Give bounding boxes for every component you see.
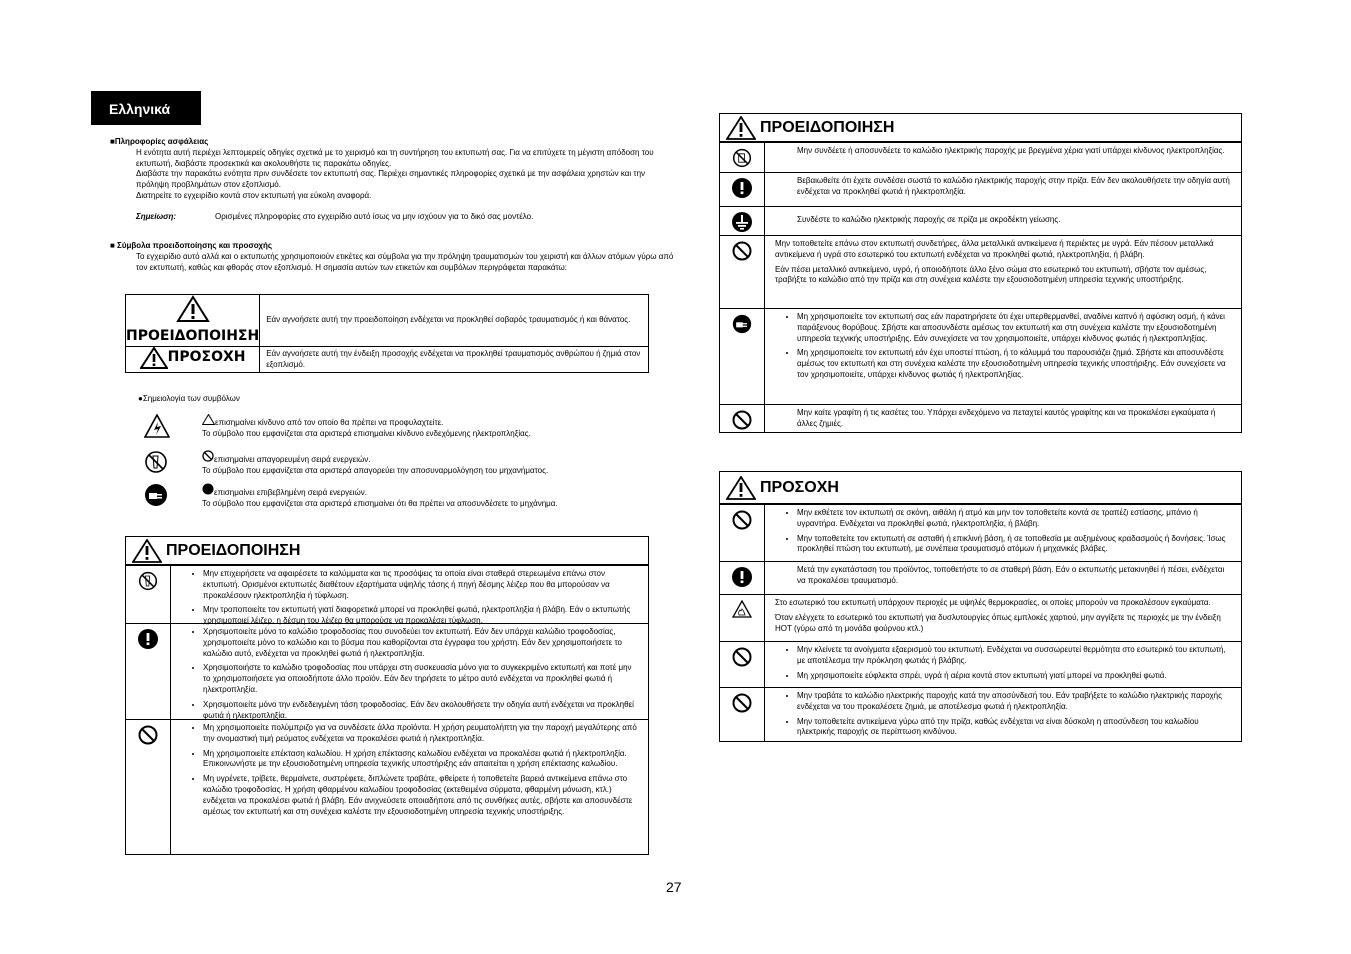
meaning-row-prohibited (138, 450, 638, 478)
warning-triangle-icon (176, 295, 210, 323)
warning-row (720, 235, 1241, 308)
warning-row (720, 308, 1241, 404)
warning-legend-label (126, 295, 260, 347)
warning-box-left (125, 536, 649, 855)
prohibited-icon (138, 725, 158, 745)
warning-triangle-icon (132, 539, 162, 563)
warning-row (126, 623, 648, 719)
list-item: • Μην τραβάτε το καλώδιο ηλεκτρικής παροχής κατά την αποσύνδεσή του. Εάν τραβήξετε το καλώδιο ηλεκτρικής παροχής ενδέχεται να του προκαλέσετε ζημιά, με αποτέλεσμα φωτιά ή ηλεκτροπληξία. (797, 691, 1233, 713)
symbol-meaning-heading: ●Σημειολογία των συμβόλων (138, 394, 240, 403)
list-item: • Μη χρησιμοποιείτε τον εκτυπωτή σας εάν παρατηρήσετε ότι έχει υπερθερμανθεί, αναδίνει καπνό ή αφύσικη οσμή, ή κάνει παράξενους θορύβους. Σβήστε και αποσυνδέστε αμέσως τον εκτυπωτή και στη συνέχεια καλέστε την εξουσιοδοτημένη υπηρεσία τεχνικής υποστήριξης. Εάν συνεχίσετε να τον χρησιμοποιείτε, υπάρχει κίνδυνος φωτιάς ή ηλεκτροπληξίας. (797, 312, 1233, 344)
meaning-hazard-desc: Το σύμβολο που εμφανίζεται στα αριστερά επισημαίνει κίνδυνο ενδεχόμενης ηλεκτροπληξίας. (202, 428, 531, 438)
caution-row (720, 504, 1241, 561)
row-text: Μην καίτε γραφίτη ή τις κασέτες του. Υπάρχει ενδεχόμενο να πεταχτεί καυτός γραφίτης και να προκαλέσει εγκαύματα ή άλλες ζημιές. (797, 408, 1216, 428)
warning-triangle-icon (726, 116, 756, 140)
safety-paragraph-2: Διαβάστε την παρακάτω ενότητα πριν συνδέσετε τον εκτυπωτή σας. Περιέχει σημαντικές πληροφορίες σχετικά με την ασφάλεια χρηστών και την πρόληψη προβλημάτων στον εξοπλισμό. (136, 169, 646, 190)
caution-row (720, 641, 1241, 687)
mandatory-filled-icon (202, 483, 214, 495)
list-item: • Μην εκθέτετε τον εκτυπωτή σε σκόνη, αιθάλη ή ατμό και μην τον τοποθετείτε κοντά σε τραπέζι εστίασης, μπάνιο ή υγραντήρα. Ενδέχεται να προκληθεί φωτιά, ηλεκτροπληξία, ή βλάβη. (797, 508, 1233, 530)
note-text: Ορισμένες πληροφορίες στο εγχειρίδιο αυτό ίσως να μην ισχύουν για το δικό σας μοντέλο. (215, 211, 534, 221)
list-item: • Μην τροποποιείτε τον εκτυπωτή γιατί διαφορετικά μπορεί να προκληθεί φωτιά, ηλεκτροπληξία ή βλάβη. Εάν ο εκτυπωτής χρησιμοποιεί λέιζερ, η δέσμη του λέιζερ θα μπορούσε να προκαλέσει τύφλωση. (203, 605, 640, 627)
row-text: Μην τοποθετείτε επάνω στον εκτυπωτή συνδετήρες, άλλα μεταλλικά αντικείμενα ή περιέκτες με υγρά. Εάν πέσουν μεταλλικά αντικείμενα ή υγρά στο εσωτερικό του εκτυπωτή ενδέχεται να προκληθεί φωτιά, ηλεκτροπληξία, ή βλάβη. (775, 239, 1214, 259)
meaning-mandatory-title: επισημαίνει επιβεβλημένη σειρά ενεργειών. (214, 488, 367, 497)
warning-box-title: ΠΡΟΕΙΔΟΠΟΙΗΣΗ (760, 118, 895, 136)
warning-legend-text: Εάν αγνοήσετε αυτή την προειδοποίηση ενδέχεται να προκληθεί σοβαρός τραυματισμός ή και θάνατος. (260, 295, 649, 347)
meaning-row-mandatory (138, 483, 638, 511)
caution-box-header (720, 472, 1241, 504)
list-item: • Χρησιμοποιείτε μόνο το καλώδιο τροφοδοσίας που συνοδεύει τον εκτυπωτή. Εάν δεν υπάρχει καλώδιο τροφοδοσίας, χρησιμοποιείτε μόνο το καλώδιο και το βύσμα που καθορίζονται στα έγγραφα του χρήστη. Εάν δεν χρησιμοποιήσετε το καλώδιο αυτό, ενδέχεται να προκληθεί φωτιά ή ηλεκτροπληξία. (203, 627, 640, 659)
warning-box-header (720, 114, 1241, 142)
caution-row (720, 594, 1241, 641)
warning-box-title: ΠΡΟΕΙΔΟΠΟΙΗΣΗ (166, 541, 301, 559)
list-item: • Χρησιμοποιήστε το καλώδιο τροφοδοσίας που υπάρχει στη συσκευασία μόνο για το συγκεκριμένο εκτυπωτή και ποτέ μην το χρησιμοποιήσετε για οποιοδήποτε άλλο προϊόν. Εάν δεν τηρήσετε το μέτρο αυτό ενδέχεται να προκληθεί φωτιά ή ηλεκτροπληξία. (203, 663, 640, 695)
row-text: Μην συνδέετε ή αποσυνδέετε το καλώδιο ηλεκτρικής παροχής με βρεγμένα χέρια γιατί υπάρχει κίνδυνος ηλεκτροπληξίας. (797, 146, 1225, 155)
mandatory-exclamation-icon (732, 567, 752, 587)
safety-paragraph-3: Διατηρείτε το εγχειρίδιο κοντά στον εκτυπωτή για εύκολη αναφορά. (136, 190, 372, 200)
no-wet-hands-icon (732, 148, 752, 168)
warning-row (126, 719, 648, 854)
prohibited-outline-icon (202, 450, 214, 462)
caution-row (720, 561, 1241, 594)
symbols-intro: Το εγχειρίδιο αυτό αλλά και ο εκτυπωτής χρησιμοποιούν ετικέτες και σύμβολα για την πρόληψη τραυματισμών του χειριστή και άλλων ατόμων γύρω από τον εκτυπωτή, καθώς και φθοράς στον εξοπλισμό. Η σημασία αυτών των ετικετών και συμβόλων περιγράφεται παρακάτω: (136, 251, 674, 272)
caution-triangle-icon (726, 476, 756, 500)
warning-row (720, 172, 1241, 206)
list-item: • Μη χρησιμοποιείτε εύφλεκτα σπρέι, υγρά ή αέρια κοντά στον εκτυπωτή γιατί μπορεί να προκληθεί φωτιά. (797, 671, 1233, 682)
row-text: Στο εσωτερικό του εκτυπωτή υπάρχουν περιοχές με υψηλές θερμοκρασίες, οι οποίες μπορούν να προκαλέσουν εγκαύματα. (775, 598, 1211, 607)
warning-box-right (719, 113, 1242, 433)
row-text: Όταν ελέγχετε το εσωτερικό του εκτυπωτή για δυσλυτουργίες όπως εμπλοκές χαρτιού, μην αγγίξετε τις περιοχές με την ένδειξη HOT (γύρω από τη μονάδα φούρνου κτλ.) (775, 612, 1221, 633)
warning-row (126, 565, 648, 626)
row-text: Μετά την εγκατάσταση του προϊόντος, τοποθετήστε το σε σταθερή βάση. Εάν ο εκτυπωτής μετακινηθεί ή πέσει, ενδέχεται να προκαλέσει τραυματισμό. (797, 565, 1225, 585)
unplug-icon (732, 314, 752, 334)
warning-row (720, 142, 1241, 172)
prohibited-icon (732, 693, 752, 713)
warning-box-header (126, 537, 648, 565)
safety-paragraph-1: Η ενότητα αυτή περιέχει λεπτομερείς οδηγίες σχετικά με το χειρισμό και τη συντήρηση του εκτυπωτή σας. Για να επιτύχετε τη μέγιστη απόδοση του εκτυπωτή, διαβάστε προσεκτικά και ακολουθήστε τις παρακάτω οδηγίες. (136, 147, 654, 168)
list-item: • Μην τοποθετείτε αντικείμενα γύρω από την πρίζα, καθώς ενδέχεται να είναι δύσκολη η αποσύνδεση του καλωδίου ηλεκτρικής παροχής σε περίπτωση κινδύνου. (797, 717, 1233, 739)
list-item: • Μη χρησιμοποιείτε τον εκτυπωτή εάν έχει υποστεί πτώση, ή το κάλυμμά του παρουσιάζει ζημιά. Σβήστε και αποσυνδέστε αμέσως τον εκτυπωτή και στη συνέχεια καλέστε την εξουσιοδοτημένη υπηρεσία τεχνικής υποστήριξης. Εάν συνεχίσετε να τον χρησιμοποιείτε, υπάρχει κίνδυνος φωτιάς ή ηλεκτροπληξίας. (797, 348, 1233, 380)
meaning-prohibited-title: επισημαίνει απαγορευμένη σειρά ενεργειών. (214, 455, 371, 464)
caution-legend-label (126, 346, 260, 373)
warning-label: ΠΡΟΕΙΔΟΠΟΙΗΣΗ (126, 327, 260, 344)
caution-row (720, 687, 1241, 741)
row-text: Συνδέστε το καλώδιο ηλεκτρικής παροχής σε πρίζα με ακροδέκτη γείωσης. (797, 215, 1061, 224)
list-item: • Μη χρησιμοποιείτε επέκταση καλωδίου. Η χρήση επέκτασης καλωδίου ενδέχεται να προκαλέσει φωτιά ή ηλεκτροπληξία. Επικοινωνήστε με την εξουσιοδοτημένη υπηρεσία τεχνικής υποστήριξης εάν απαιτείται η χρήση επέκτασης καλωδίου. (203, 749, 640, 771)
note-label: Σημείωση: (136, 211, 177, 221)
list-item: • Μη χρησιμοποιείτε πολύμπριζο για να συνδέσετε άλλα προϊόντα. Η χρήση ρευματολήπτη για την παροχή μεγαλύτερης από την ονομαστική τιμή ρεύματος ενδέχεται να προκαλέσει φωτιά ή ηλεκτροπληξία. (203, 723, 640, 745)
safety-heading: ■Πληροφορίες ασφάλειας (110, 137, 209, 146)
mandatory-exclamation-icon (732, 178, 752, 198)
safety-note (136, 212, 676, 223)
warning-row (720, 404, 1241, 432)
list-item: • Χρησιμοποιείτε μόνο την ενδεδειγμένη τάση τροφοδοσίας. Εάν δεν ακολουθήσετε την οδηγία αυτή ενδέχεται να προκληθεί φωτιά ή ηλεκτροπληξία. (203, 700, 640, 722)
caution-legend-text: Εάν αγνοήσετε αυτή την ένδειξη προσοχής ενδέχεται να προκληθεί τραυματισμός ανθρώπου ή ζημιά στον εξοπλισμό. (260, 346, 649, 373)
caution-box (719, 471, 1242, 742)
row-text: Εάν πέσει μεταλλικό αντικείμενο, υγρό, ή οποιοδήποτε άλλο ξένο σώμα στο εσωτερικό του εκτυπωτή, σβήστε τον αμέσως, τραβήξτε το καλώδιο από την πρίζα και στη συνέχεια καλέστε την εξουσιοδοτημένη υπηρεσία τεχνικής υποστήριξης. (775, 264, 1207, 285)
warning-row (720, 206, 1241, 235)
hot-surface-icon (732, 600, 752, 618)
unplug-icon (144, 483, 168, 507)
language-tab: Ελληνικά (91, 91, 201, 125)
mandatory-exclamation-icon (138, 629, 158, 649)
meaning-prohibited-desc: Το σύμβολο που εμφανίζεται στα αριστερά απαγορεύει την αποσυναρμολόγηση του μηχανήματος. (202, 465, 549, 475)
caution-box-title: ΠΡΟΣΟΧΗ (760, 478, 839, 496)
symbols-heading: ■ Σύμβολα προειδοποίησης και προσοχής (110, 241, 273, 250)
safety-info-section (110, 137, 676, 223)
meaning-mandatory-desc: Το σύμβολο που εμφανίζεται στα αριστερά επισημαίνει ότι θα πρέπει να αποσυνδέσετε το μηχάνημα. (202, 498, 558, 508)
ground-icon (732, 212, 752, 232)
caution-label: ΠΡΟΣΟΧΗ (167, 349, 246, 366)
row-text: Βεβαιωθείτε ότι έχετε συνδέσει σωστά το καλώδιο ηλεκτρικής παροχής στην πρίζα. Εάν δεν ακολουθήσετε την οδηγία αυτή ενδέχεται να προκληθεί φωτιά ή ηλεκτροπληξία. (797, 176, 1230, 196)
prohibited-icon (732, 241, 752, 261)
no-disassembly-icon (144, 450, 168, 474)
list-item: • Μην επιχειρήσετε να αφαιρέσετε τα καλύμματα και τις προσόψεις τα οποία είναι σταθερά στερεωμένα επάνω στον εκτυπωτή. Ορισμένοι εκτυπωτές διαθέτουν εξαρτήματα υψηλής τάσης ή πηγή δέσμης λέιζερ που θα μπορούσαν να προκαλέσουν ηλεκτροπληξία ή τύφλωση. (203, 569, 640, 601)
no-disassembly-icon (138, 571, 158, 591)
signal-word-legend (125, 294, 649, 373)
list-item: • Μη υγρένετε, τρίβετε, θερμαίνετε, συστρέφετε, διπλώνετε τραβάτε, φθείρετε ή τοποθετείτε βαρειά αντικείμενα επάνω στο καλώδιο τροφοδοσίας. Η χρήση φθαρμένου καλωδίου τροφοδοσίας (εκτεθειμένα σύρματα, φθαρμένη μόνωση, κτλ.) ενδέχεται να προκαλέσει φωτιά ή βλάβη. Εάν ανιχνεύσετε οποιαδήποτε από τις συνθήκες αυτές, σβήστε και αποσυνδέστε αμέσως τον εκτυπωτή και στη συνέχεια καλέστε την εξουσιοδοτημένη υπηρεσία τεχνικής υποστήριξης. (203, 774, 640, 817)
electric-shock-icon (144, 414, 170, 438)
caution-triangle-icon (140, 347, 168, 369)
symbols-section (110, 241, 676, 273)
list-item: • Μην κλείνετε τα ανοίγματα εξαερισμού του εκτυπωτή. Ενδέχεται να συσσωρευτεί θερμότητα στο εσωτερικό του εκτυπωτή, με αποτέλεσμα την πρόκληση φωτιάς ή βλάβης. (797, 645, 1233, 667)
meaning-hazard-title: επισημαίνει κίνδυνο από τον οποίο θα πρέπει να προφυλαχτείτε. (215, 418, 444, 427)
meaning-row-hazard (138, 414, 638, 442)
prohibited-icon (732, 410, 752, 430)
list-item: • Μην τοποθετείτε τον εκτυπωτή σε ασταθή ή επικλινή βάση, ή σε τοποθεσία με αυξημένους κραδασμούς ή δονήσεις. Ίσως προκληθεί πτώση του εκτυπωτή, με συνέπεια τραυματισμό ατόμων ή μηχανικές βλάβες. (797, 534, 1233, 556)
prohibited-icon (732, 647, 752, 667)
triangle-outline-icon (202, 414, 215, 425)
prohibited-icon (732, 510, 752, 530)
page-number: 27 (666, 879, 682, 895)
